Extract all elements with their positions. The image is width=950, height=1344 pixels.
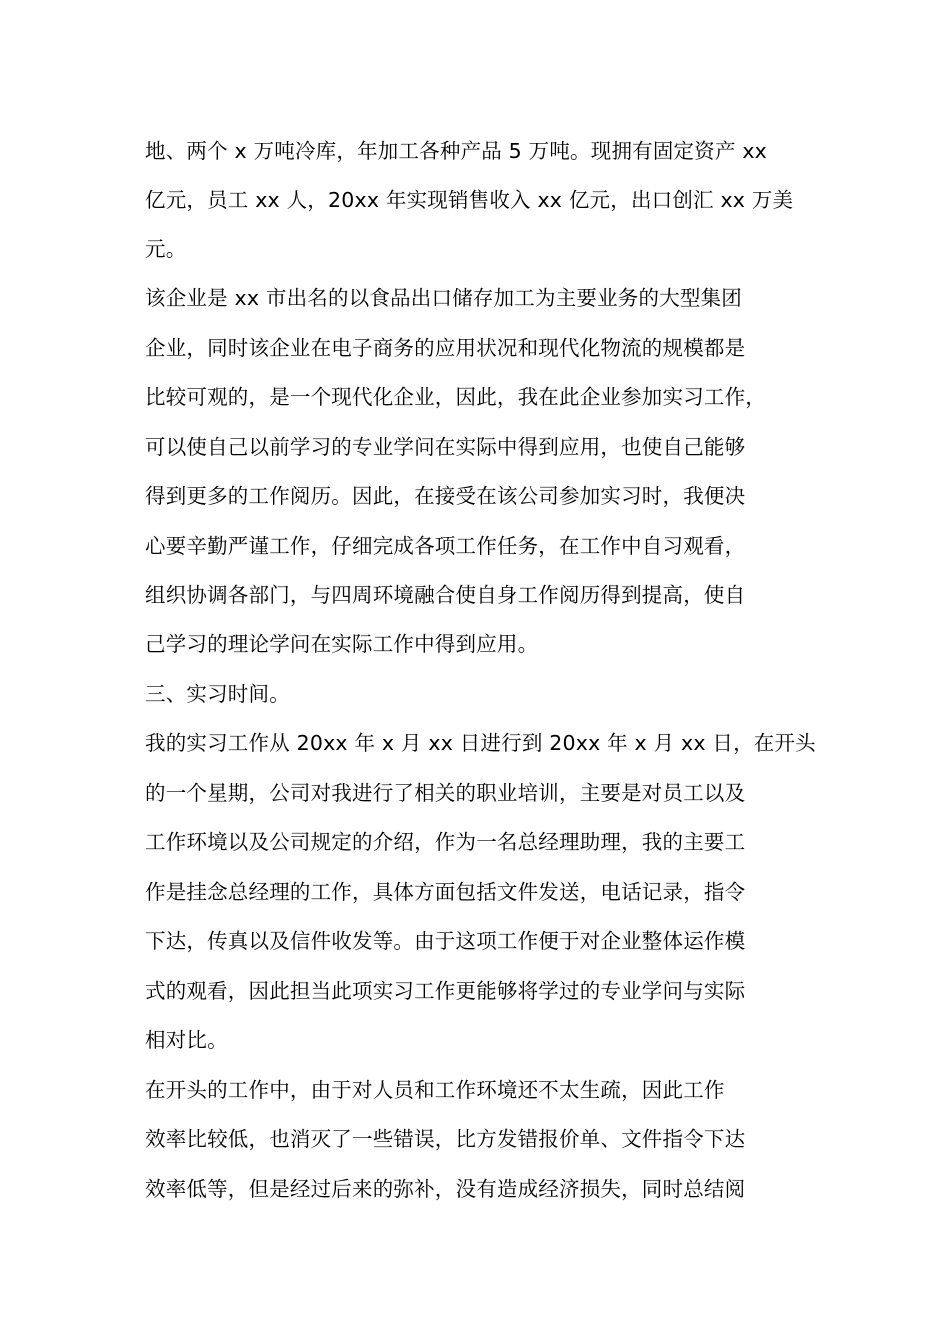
text-line: 在开头的工作中，由于对人员和工作环境还不太生疏，因此工作 — [145, 1078, 725, 1102]
section-heading: 三、实习时间。 — [145, 682, 290, 706]
text-line: 元。 — [145, 237, 187, 261]
text-line: 作是挂念总经理的工作，具体方面包括文件发送，电话记录，指令 — [145, 880, 746, 904]
text-line: 我的实习工作从 20xx 年 x 月 xx 日进行到 20xx 年 x 月 xx 日，在开头 — [145, 731, 816, 755]
text-line: 该企业是 xx 市出名的以食品出口储存加工为主要业务的大型集团 — [145, 286, 742, 310]
text-line: 亿元，员工 xx 人，20xx 年实现销售收入 xx 亿元，出口创汇 xx 万美 — [145, 188, 794, 212]
text-line: 组织协调各部门，与四周环境融合使自身工作阅历得到提高，使自 — [145, 583, 746, 607]
text-line: 的一个星期，公司对我进行了相关的职业培训，主要是对员工以及 — [145, 781, 746, 805]
text-line: 效率比较低，也消灭了一些错误，比方发错报价单、文件指令下达 — [145, 1127, 746, 1151]
text-line: 得到更多的工作阅历。因此，在接受在该公司参加实习时，我便决 — [145, 484, 746, 508]
text-line: 企业，同时该企业在电子商务的应用状况和现代化物流的规模都是 — [145, 336, 746, 360]
text-line: 己学习的理论学问在实际工作中得到应用。 — [145, 632, 539, 656]
text-line: 效率低等，但是经过后来的弥补，没有造成经济损失，同时总结阅 — [145, 1177, 746, 1201]
text-line: 地、两个 x 万吨冷库，年加工各种产品 5 万吨。现拥有固定资产 xx — [145, 139, 768, 163]
text-line: 可以使自己以前学习的专业学问在实际中得到应用，也使自己能够 — [145, 435, 746, 459]
text-line: 工作环境以及公司规定的介绍，作为一名总经理助理，我的主要工 — [145, 830, 746, 854]
text-line: 心要辛勤严谨工作，仔细完成各项工作任务，在工作中自习观看， — [145, 534, 746, 558]
text-line: 下达，传真以及信件收发等。由于这项工作便于对企业整体运作模 — [145, 929, 746, 953]
text-line: 比较可观的，是一个现代化企业，因此，我在此企业参加实习工作， — [145, 385, 766, 409]
text-line: 相对比。 — [145, 1028, 228, 1052]
text-line: 式的观看，因此担当此项实习工作更能够将学过的专业学问与实际 — [145, 979, 746, 1003]
